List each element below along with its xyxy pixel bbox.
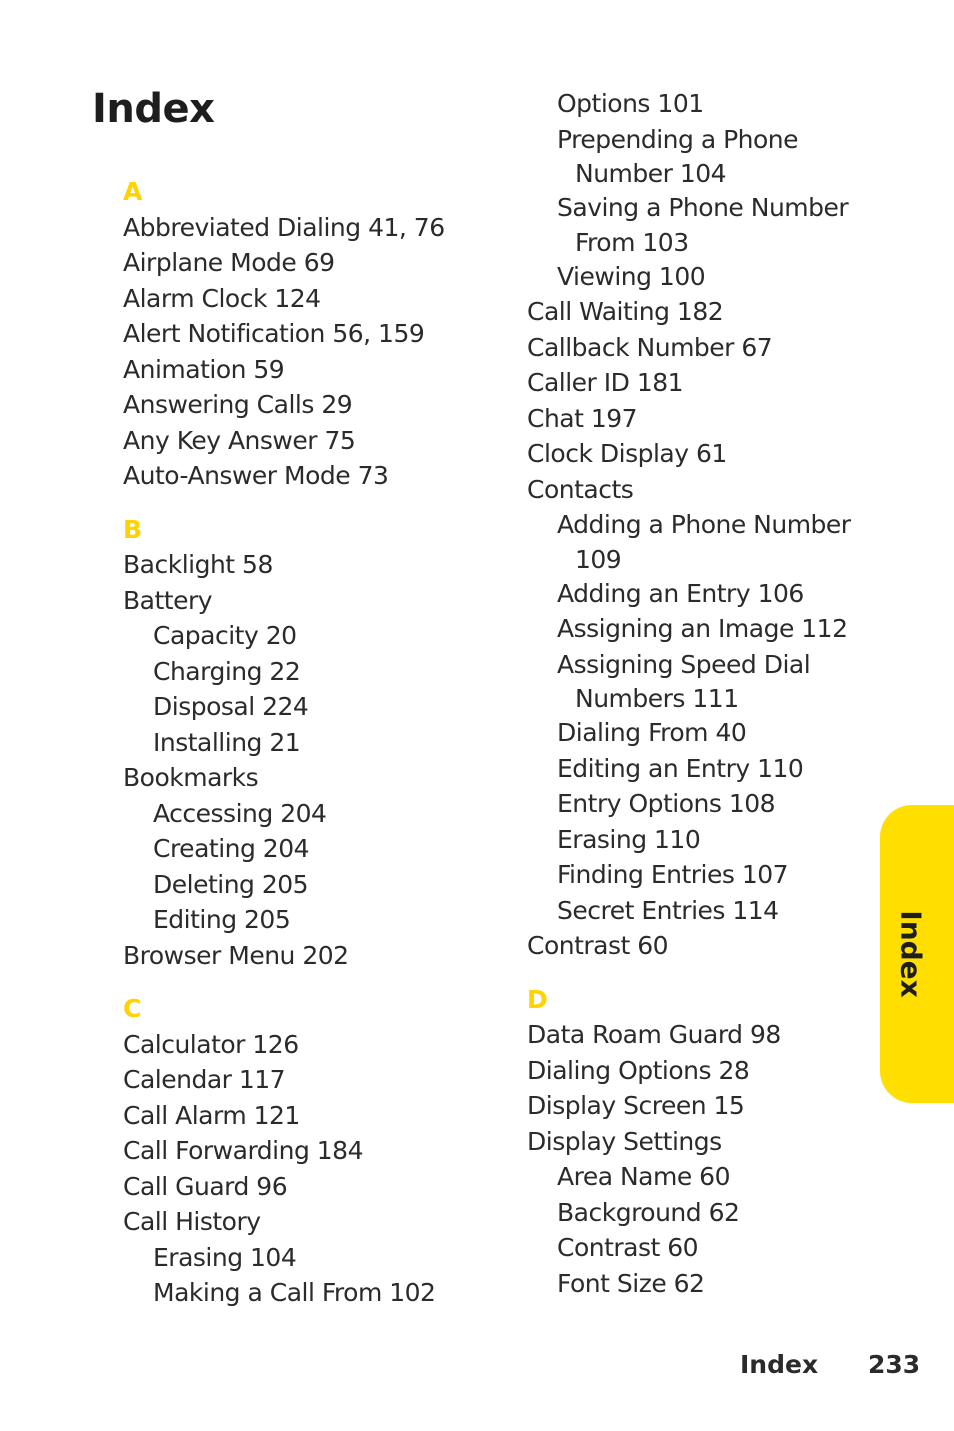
index-subentry: Making a Call From 102: [153, 1278, 436, 1307]
index-subentry: Viewing 100: [557, 261, 706, 291]
index-entry: Browser Menu 202: [123, 940, 349, 970]
index-subentry: Prepending a Phone: [557, 124, 799, 154]
index-subentry: Capacity 20: [153, 621, 297, 650]
index-subentry: Options 101: [557, 89, 704, 118]
index-entry: Contacts: [527, 474, 634, 504]
page-title: Index: [92, 86, 215, 132]
index-subentry: Erasing 104: [153, 1242, 297, 1272]
index-entry: Call History: [123, 1207, 261, 1236]
index-entry: Call Alarm 121: [123, 1100, 300, 1130]
index-entry: Callback Number 67: [527, 332, 773, 362]
section-tab-label: Index: [894, 910, 928, 998]
index-subentry: Editing an Entry 110: [557, 753, 804, 783]
index-entry: Answering Calls 29: [123, 390, 353, 419]
index-subentry: Erasing 110: [557, 824, 701, 854]
index-entry: Alarm Clock 124: [123, 283, 321, 313]
footer-section-name: Index: [740, 1350, 819, 1379]
index-entry-continuation: From 103: [575, 227, 689, 257]
index-subentry: Dialing From 40: [557, 718, 747, 747]
index-entry: Data Roam Guard 98: [527, 1020, 781, 1049]
index-entry: Caller ID 181: [527, 368, 684, 397]
index-entry-continuation: Number 104: [575, 159, 727, 188]
index-entry: Backlight 58: [123, 550, 273, 579]
index-entry: Alert Notification 56, 159: [123, 319, 425, 348]
index-entry: Clock Display 61: [527, 439, 727, 468]
index-subentry: Saving a Phone Number: [557, 193, 849, 222]
index-entry: Display Settings: [527, 1126, 722, 1156]
index-subentry: Accessing 204: [153, 798, 327, 828]
index-subentry: Creating 204: [153, 834, 310, 863]
index-entry: Any Key Answer 75: [123, 425, 356, 455]
index-entry-continuation: Numbers 111: [575, 684, 739, 713]
index-subentry: Font Size 62: [557, 1268, 705, 1298]
index-subentry: Finding Entries 107: [557, 860, 789, 889]
index-subentry: Entry Options 108: [557, 789, 776, 818]
index-entry: Abbreviated Dialing 41, 76: [123, 212, 445, 242]
index-subentry: Charging 22: [153, 656, 301, 686]
index-subentry: Background 62: [557, 1197, 740, 1227]
index-entry: Calculator 126: [123, 1029, 299, 1059]
index-entry: Call Waiting 182: [527, 297, 724, 326]
index-column-right: [527, 86, 927, 1301]
letter-heading: B: [123, 514, 143, 544]
index-subentry: Assigning Speed Dial: [557, 649, 811, 679]
index-entry-continuation: 109: [575, 544, 622, 574]
index-entry: Auto-Answer Mode 73: [123, 461, 389, 490]
index-entry: Dialing Options 28: [527, 1055, 750, 1085]
index-entry: Call Guard 96: [123, 1171, 288, 1201]
index-subentry: Secret Entries 114: [557, 895, 779, 925]
index-entry: Contrast 60: [527, 931, 669, 960]
letter-heading: D: [527, 984, 548, 1014]
index-subentry: Assigning an Image 112: [557, 614, 848, 643]
index-subentry: Deleting 205: [153, 869, 309, 899]
letter-heading: A: [123, 177, 143, 206]
index-entry: Display Screen 15: [527, 1091, 745, 1120]
index-entry: Bookmarks: [123, 763, 259, 792]
index-subentry: Area Name 60: [557, 1162, 730, 1191]
index-subentry: Installing 21: [153, 727, 301, 757]
index-entry: Battery: [123, 585, 213, 615]
index-subentry: Contrast 60: [557, 1233, 699, 1262]
index-entry: Airplane Mode 69: [123, 248, 335, 277]
index-subentry: Adding an Entry 106: [557, 578, 804, 608]
section-tab: [880, 805, 954, 1103]
index-entry: Call Forwarding 184: [123, 1136, 363, 1165]
index-subentry: Disposal 224: [153, 692, 309, 721]
index-subentry: Editing 205: [153, 905, 291, 934]
index-subentry: Adding a Phone Number: [557, 510, 851, 539]
index-column-left: [123, 174, 523, 1311]
index-entry: Animation 59: [123, 354, 285, 384]
footer-page-number: 233: [868, 1350, 921, 1379]
letter-heading: C: [123, 994, 142, 1023]
index-entry: Calendar 117: [123, 1065, 286, 1094]
index-entry: Chat 197: [527, 403, 638, 433]
